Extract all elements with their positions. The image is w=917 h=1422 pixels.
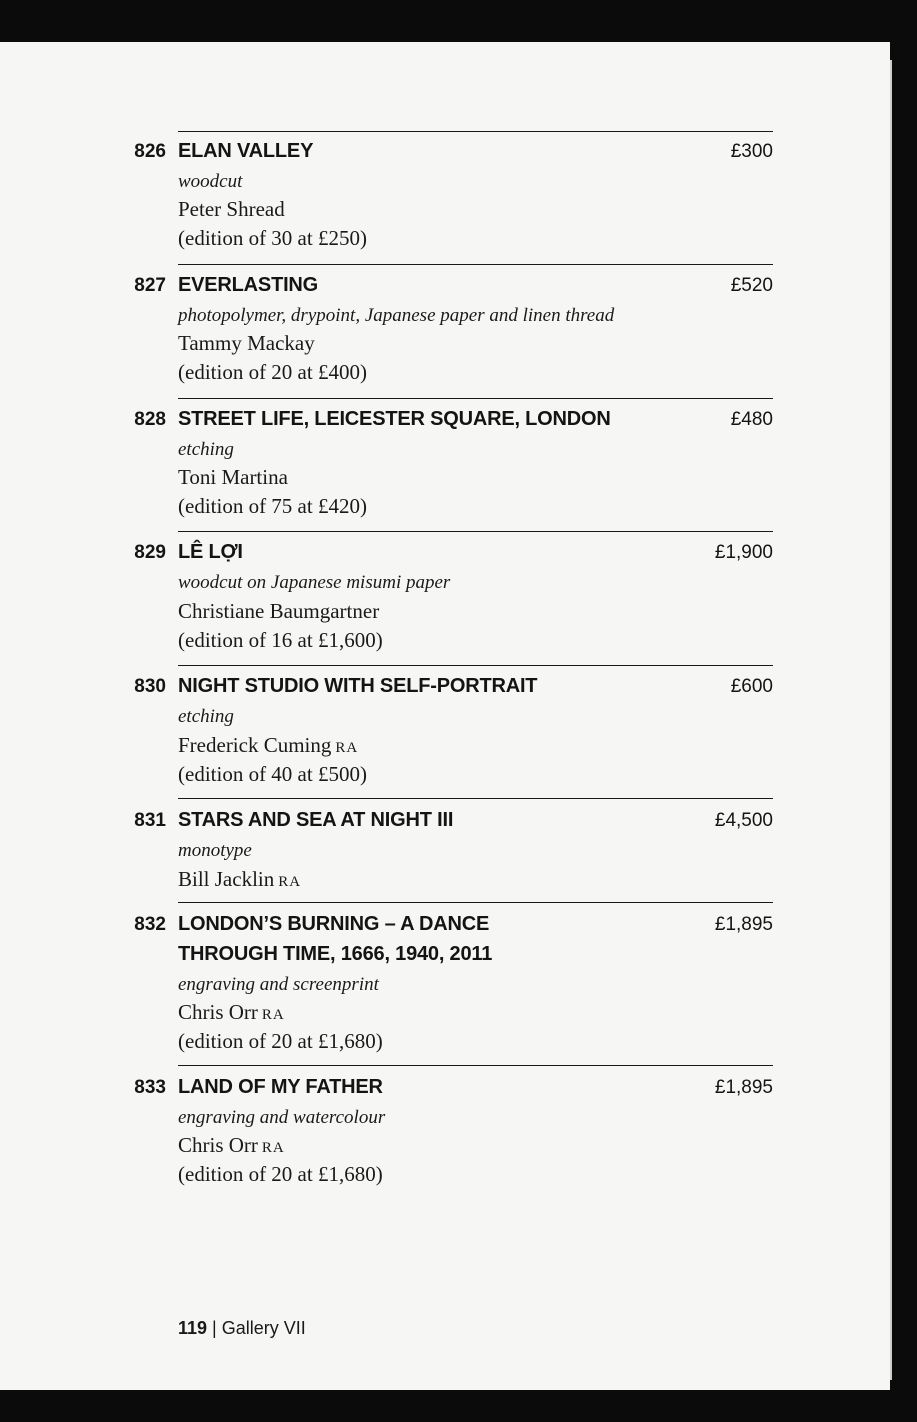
entry-artist: Christiane Baumgartner [178, 599, 380, 623]
entry-price: £1,895 [714, 1077, 773, 1098]
entry-price: £300 [730, 141, 773, 162]
entry-number: 830 [134, 676, 166, 697]
entry-title: ELAN VALLEY [178, 140, 314, 162]
entry-edition: (edition of 20 at £400) [178, 360, 367, 384]
entry-title: STREET LIFE, LEICESTER SQUARE, LONDON [178, 408, 611, 430]
entry-medium: etching [178, 706, 234, 727]
entry-edition: (edition of 30 at £250) [178, 226, 367, 250]
entry-price: £1,900 [714, 542, 773, 563]
entry-number: 827 [134, 275, 166, 296]
page-edge [890, 60, 892, 1380]
entry-price: £480 [730, 409, 773, 430]
ra-suffix: RA [261, 1140, 285, 1156]
entry-medium: etching [178, 439, 234, 460]
entry-rule [178, 798, 773, 799]
artist-name: Frederick Cuming [178, 733, 332, 757]
ra-suffix: RA [335, 740, 359, 756]
page-footer [178, 1318, 306, 1339]
entry-medium: engraving and screenprint [178, 974, 379, 995]
artist-name: Bill Jacklin [178, 867, 275, 891]
entry-artist: Peter Shread [178, 197, 285, 221]
page-number: 119 [178, 1318, 208, 1338]
entry-number: 831 [134, 810, 166, 831]
entry-rule [178, 531, 773, 532]
entry-artist: Toni Martina [178, 465, 288, 489]
entry-title: LAND OF MY FATHER [178, 1076, 383, 1098]
entry-price: £1,895 [714, 914, 773, 935]
entry-rule [178, 131, 773, 132]
entry-medium: woodcut [178, 171, 243, 192]
entry-rule [178, 1065, 773, 1066]
entry-artist [178, 865, 698, 897]
artist-name: Chris Orr [178, 1000, 258, 1024]
entry-edition: (edition of 40 at £500) [178, 762, 367, 786]
entry-edition: (edition of 20 at £1,680) [178, 1029, 383, 1053]
entry-rule [178, 264, 773, 265]
entry-title-line2: THROUGH TIME, 1666, 1940, 2011 [178, 943, 493, 965]
artist-name: Chris Orr [178, 1133, 258, 1157]
entry-rule [178, 665, 773, 666]
entry-title: EVERLASTING [178, 274, 319, 296]
entry-edition: (edition of 20 at £1,680) [178, 1162, 383, 1186]
footer-separator: | [207, 1318, 222, 1338]
ra-suffix: RA [261, 1007, 285, 1023]
entry-number: 833 [134, 1077, 166, 1098]
entry-artist: Tammy Mackay [178, 331, 315, 355]
entry-artist [178, 1131, 698, 1163]
section-name: Gallery VII [221, 1318, 306, 1338]
entry-title: STARS AND SEA AT NIGHT III [178, 809, 454, 831]
entry-medium: monotype [178, 840, 252, 861]
entry-artist [178, 998, 698, 1030]
entry-rule [178, 398, 773, 399]
entry-title: NIGHT STUDIO WITH SELF-PORTRAIT [178, 675, 538, 697]
entry-price: £600 [730, 676, 773, 697]
entry-price: £4,500 [714, 810, 773, 831]
catalogue-page [0, 42, 890, 1390]
entry-edition: (edition of 16 at £1,600) [178, 628, 383, 652]
ra-suffix: RA [278, 874, 302, 890]
entry-title: LONDON’S BURNING – A DANCE [178, 913, 490, 935]
entry-number: 832 [134, 914, 166, 935]
entry-title: LÊ LỢI [178, 541, 243, 563]
entry-medium: engraving and watercolour [178, 1107, 386, 1128]
entry-price: £520 [730, 275, 773, 296]
entry-number: 826 [134, 141, 166, 162]
entry-medium: woodcut on Japanese misumi paper [178, 572, 451, 593]
entry-rule [178, 902, 773, 903]
entry-edition: (edition of 75 at £420) [178, 494, 367, 518]
entry-number: 829 [134, 542, 166, 563]
entry-artist [178, 731, 698, 763]
entry-medium: photopolymer, drypoint, Japanese paper and linen thread [178, 305, 615, 326]
entry-number: 828 [134, 409, 166, 430]
